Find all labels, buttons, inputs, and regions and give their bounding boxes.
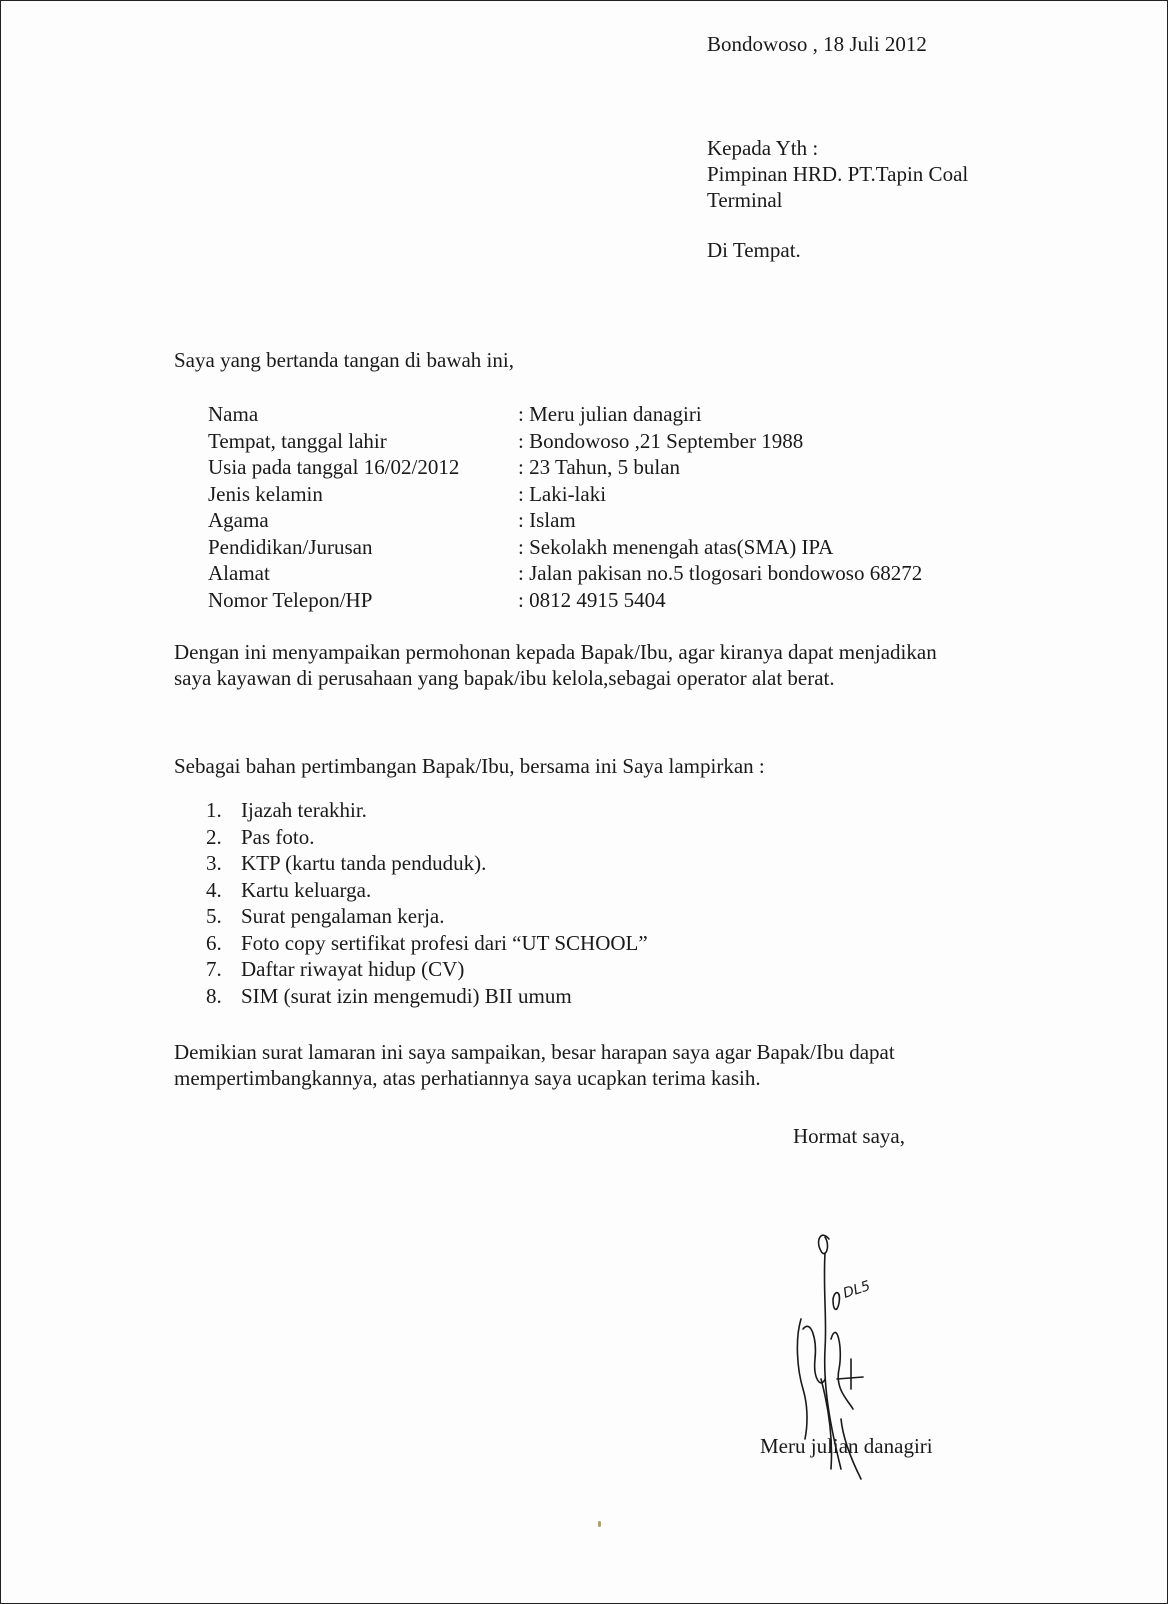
attachment-item: Kartu keluarga. — [241, 877, 372, 902]
recipient-place: Di Tempat. — [707, 238, 801, 262]
signer-name: Meru julian danagiri — [760, 1434, 933, 1458]
identity-row — [208, 507, 922, 534]
attachment-item: Pas foto. — [241, 824, 315, 849]
identity-label: Nomor Telepon/HP — [208, 587, 373, 612]
identity-value: : Sekolakh menengah atas(SMA) IPA — [518, 534, 834, 559]
attachments-list — [173, 797, 648, 1009]
recipient-block — [707, 135, 968, 263]
attachments-intro: Sebagai bahan pertimbangan Bapak/Ibu, bersama ini Saya lampirkan : — [174, 754, 765, 778]
attachment-item: Daftar riwayat hidup (CV) — [241, 957, 465, 981]
attachment-item: Ijazah terakhir. — [241, 798, 367, 822]
recipient-line-1: Pimpinan HRD. PT.Tapin Coal — [707, 162, 969, 186]
identity-value: : Bondowoso ,21 September 1988 — [518, 428, 804, 453]
identity-row — [208, 428, 922, 455]
identity-label: Tempat, tanggal lahir — [208, 428, 387, 453]
attachment-item: SIM (surat izin mengemudi) BII umum — [241, 983, 572, 1008]
closing-greeting: Hormat saya, — [793, 1124, 905, 1148]
request-paragraph: Dengan ini menyampaikan permohonan kepada Bapak/Ibu, agar kiranya dapat menjadikan saya kayawan di perusahaan yang bapak/ibu kelola,sebagai operator alat berat. — [174, 640, 937, 690]
identity-row — [208, 560, 922, 587]
identity-row — [208, 481, 922, 508]
identity-row — [208, 534, 922, 561]
identity-label: Usia pada tanggal 16/02/2012 — [208, 455, 460, 479]
intro-text: Saya yang bertanda tangan di bawah ini, — [174, 348, 514, 372]
identity-label: Pendidikan/Jurusan — [208, 534, 373, 559]
letter-date: Bondowoso , 18 Juli 2012 — [707, 32, 927, 56]
recipient-salutation: Kepada Yth : — [707, 136, 819, 160]
recipient-line-2: Terminal — [707, 188, 783, 212]
attachment-item: Foto copy sertifikat profesi dari “UT SCHOOL” — [241, 930, 648, 955]
identity-value: : 23 Tahun, 5 bulan — [518, 455, 681, 479]
identity-value: : Jalan pakisan no.5 tlogosari bondowoso 68272 — [518, 561, 923, 585]
identity-label: Nama — [208, 402, 259, 426]
identity-label: Agama — [208, 508, 269, 532]
attachment-item: KTP (kartu tanda penduduk). — [241, 851, 487, 875]
identity-value: : 0812 4915 5404 — [518, 587, 666, 612]
identity-row — [208, 454, 922, 481]
identity-value: : Laki-laki — [518, 481, 607, 506]
identity-table — [208, 401, 922, 613]
identity-value: : Meru julian danagiri — [518, 402, 702, 426]
closing-paragraph: Demikian surat lamaran ini saya sampaikan, besar harapan saya agar Bapak/Ibu dapat mempertimbangkannya, atas perhatiannya saya ucapkan terima kasih. — [174, 1040, 895, 1090]
signature-initials: DL5 — [841, 1278, 873, 1302]
identity-row — [208, 587, 922, 614]
identity-value: : Islam — [518, 508, 576, 532]
attachment-item: Surat pengalaman kerja. — [241, 904, 445, 928]
identity-label: Jenis kelamin — [208, 481, 323, 506]
identity-label: Alamat — [208, 561, 270, 585]
identity-row — [208, 401, 922, 428]
paper-speck — [598, 1521, 601, 1527]
